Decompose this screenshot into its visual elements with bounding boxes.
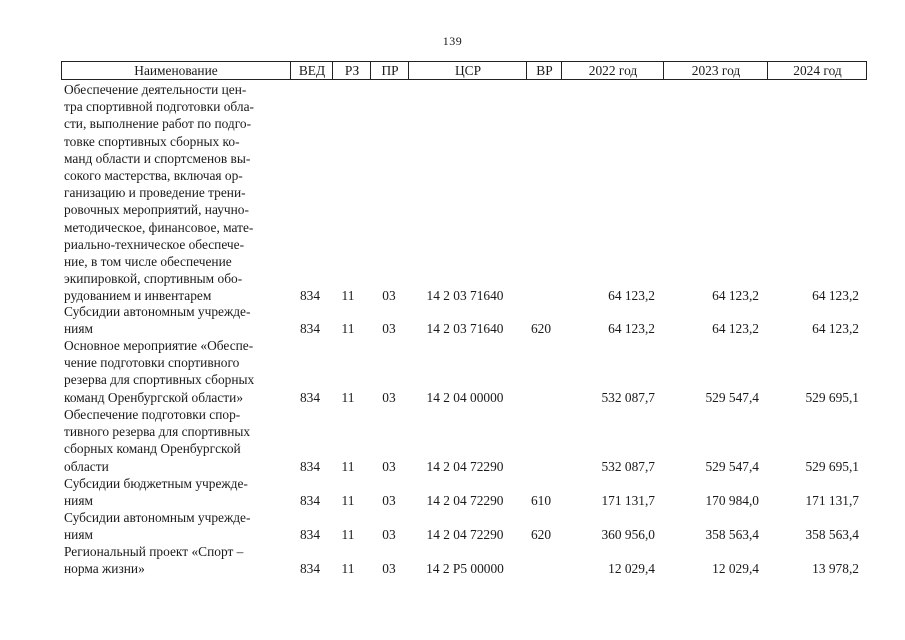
row-2023: 529 547,4 — [705, 459, 759, 474]
row-name: Субсидии автономным учрежде- ниям — [64, 304, 251, 337]
row-2024: 64 123,2 — [812, 321, 859, 336]
row-pr: 03 — [382, 288, 396, 303]
header-2023: 2023 год — [663, 62, 768, 79]
row-2023: 358 563,4 — [705, 527, 759, 542]
row-rz: 11 — [341, 561, 355, 576]
row-rz: 11 — [341, 493, 355, 508]
row-name: Субсидии автономным учрежде- ниям — [64, 510, 251, 543]
row-csr: 14 2 03 71640 — [426, 321, 504, 336]
row-2024: 64 123,2 — [812, 288, 859, 303]
row-csr: 14 2 04 72290 — [426, 493, 504, 508]
row-rz: 11 — [341, 321, 355, 336]
row-2022: 532 087,7 — [601, 459, 655, 474]
header-name: Наименование — [134, 63, 218, 78]
row-2024: 529 695,1 — [805, 459, 859, 474]
row-2024: 171 131,7 — [805, 493, 859, 508]
row-2024: 529 695,1 — [805, 390, 859, 405]
row-vr: 620 — [530, 321, 552, 336]
row-rz: 11 — [341, 459, 355, 474]
row-2023: 64 123,2 — [712, 288, 759, 303]
header-2022: 2022 год — [561, 62, 664, 79]
row-ved: 834 — [299, 527, 321, 542]
row-2023: 12 029,4 — [712, 561, 759, 576]
header-pr: ПР — [370, 62, 409, 79]
row-ved: 834 — [299, 493, 321, 508]
row-ved: 834 — [299, 390, 321, 405]
row-name: Субсидии бюджетным учрежде- ниям — [64, 476, 248, 509]
table-header — [61, 61, 867, 80]
header-vr: ВР — [526, 62, 562, 79]
row-vr: 620 — [530, 527, 552, 542]
row-csr: 14 2 04 72290 — [426, 527, 504, 542]
row-csr: 14 2 04 00000 — [426, 390, 504, 405]
header-2024: 2024 год — [767, 62, 867, 79]
row-2024: 358 563,4 — [805, 527, 859, 542]
row-csr: 14 2 P5 00000 — [426, 561, 504, 576]
row-2022: 532 087,7 — [601, 390, 655, 405]
row-2022: 64 123,2 — [608, 321, 655, 336]
row-rz: 11 — [341, 288, 355, 303]
header-rz: РЗ — [332, 62, 371, 79]
header-csr: ЦСР — [408, 62, 527, 79]
row-pr: 03 — [382, 321, 396, 336]
row-csr: 14 2 03 71640 — [426, 288, 504, 303]
row-name: Обеспечение подготовки спор- тивного резерва для спортивных сборных команд Оренбургской области — [64, 407, 251, 474]
row-pr: 03 — [382, 390, 396, 405]
row-pr: 03 — [382, 527, 396, 542]
header-ved: ВЕД — [290, 62, 333, 79]
row-name: Основное мероприятие «Обеспе- чение подготовки спортивного резерва для спортивных сборных команд Оренбургской области» — [64, 338, 255, 405]
row-ved: 834 — [299, 459, 321, 474]
row-rz: 11 — [341, 527, 355, 542]
row-2023: 170 984,0 — [705, 493, 759, 508]
row-rz: 11 — [341, 390, 355, 405]
row-vr: 610 — [530, 493, 552, 508]
row-ved: 834 — [299, 321, 321, 336]
row-2022: 171 131,7 — [601, 493, 655, 508]
row-2023: 64 123,2 — [712, 321, 759, 336]
row-2022: 360 956,0 — [601, 527, 655, 542]
row-pr: 03 — [382, 561, 396, 576]
row-ved: 834 — [299, 561, 321, 576]
row-2022: 64 123,2 — [608, 288, 655, 303]
row-name: Обеспечение деятельности цен- тра спортивной подготовки обла- сти, выполнение работ по подго- товке спортивных сборных ко- манд области и спортсменов вы- сокого мастерства, включая ор- ганизацию и проведение трени- ровочных мероприятий, научно- методическое, финансовое, мате- риально-техническое обеспече- ние, в том числе обеспечение экипировкой, спортивным обо- рудованием и инвентарем — [64, 82, 254, 304]
row-ved: 834 — [299, 288, 321, 303]
page-number: 139 — [442, 34, 463, 48]
row-csr: 14 2 04 72290 — [426, 459, 504, 474]
row-2023: 529 547,4 — [705, 390, 759, 405]
row-2022: 12 029,4 — [608, 561, 655, 576]
row-pr: 03 — [382, 459, 396, 474]
row-name: Региональный проект «Спорт – норма жизни» — [64, 544, 244, 577]
row-2024: 13 978,2 — [812, 561, 859, 576]
row-pr: 03 — [382, 493, 396, 508]
